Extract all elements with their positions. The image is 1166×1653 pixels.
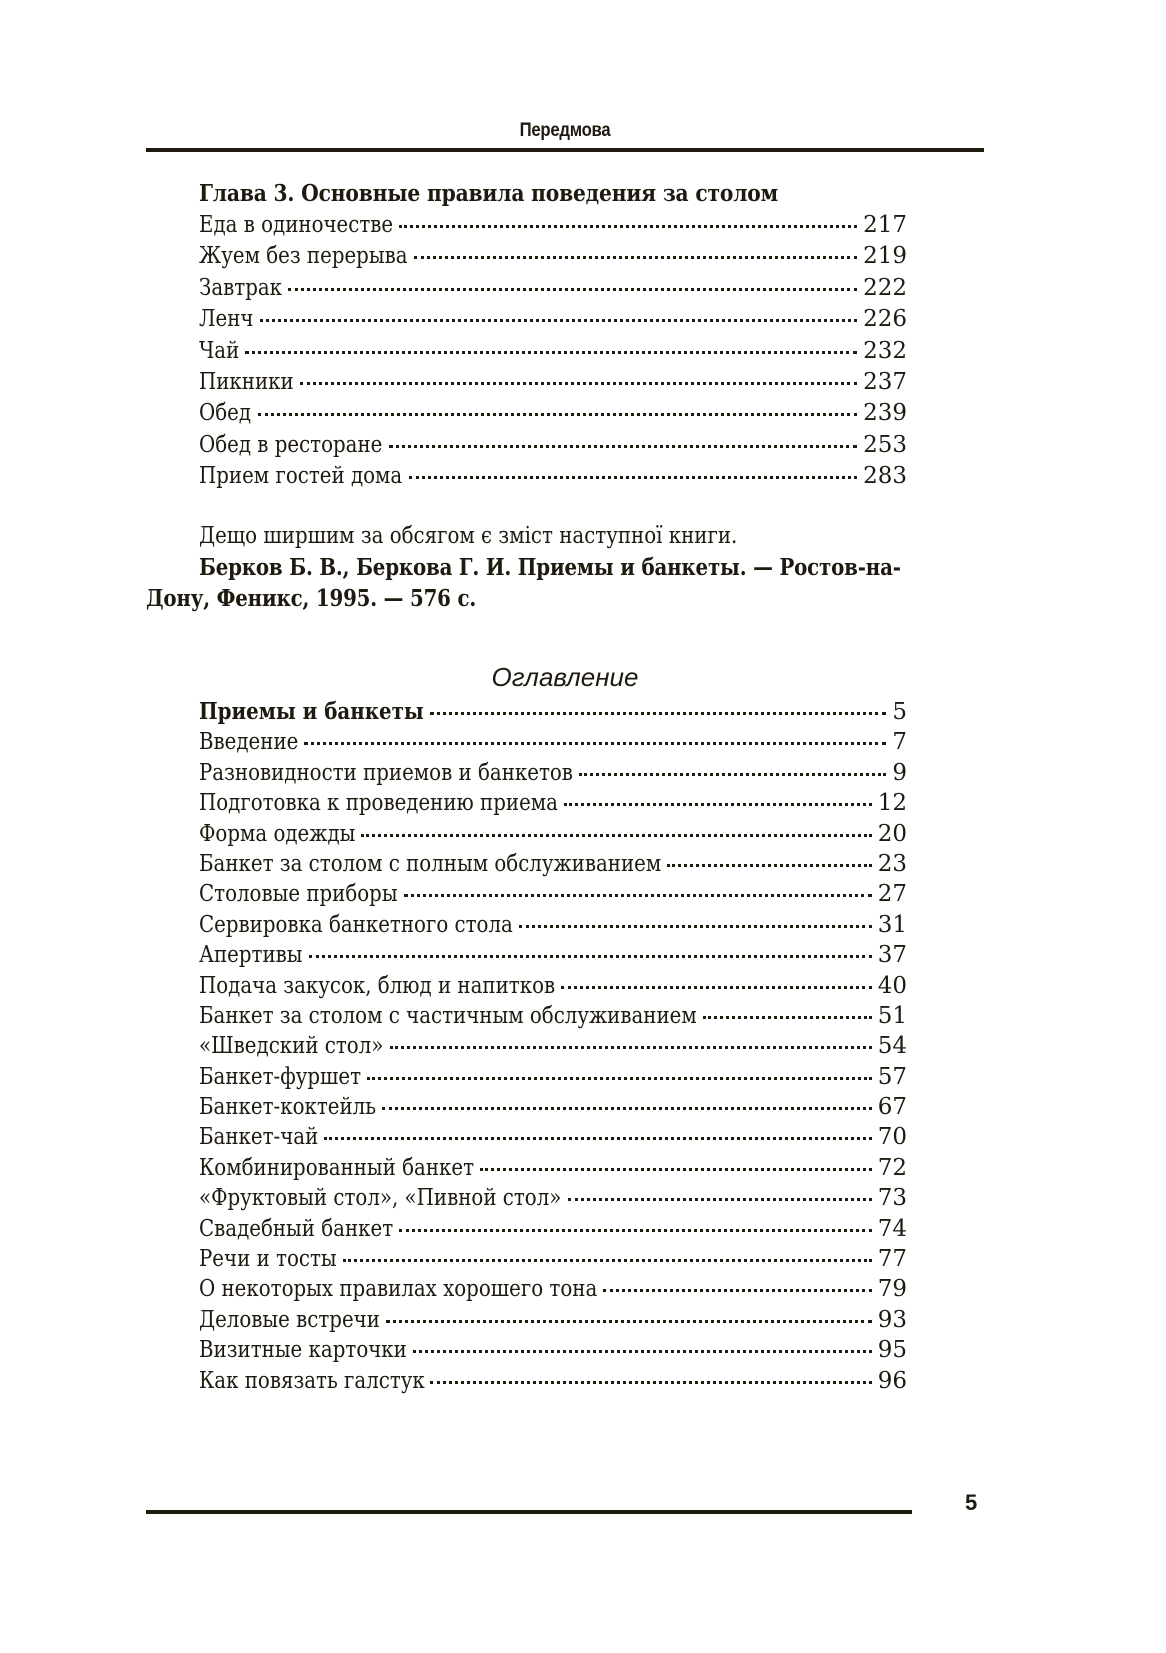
toc-entry [199,696,907,726]
dot-leader [430,1365,871,1388]
toc-entry-page: 232 [863,337,907,364]
toc-entry-label: Речи и тосты [199,1246,337,1273]
toc-entry-label: Завтрак [199,274,283,301]
toc-entry [199,1030,907,1060]
dot-leader [399,1213,872,1236]
dot-leader [568,1182,872,1205]
toc-entry [199,818,907,848]
dot-leader [361,818,872,841]
toc-entry-page: 12 [877,790,907,817]
toc-entry-label: Подготовка к проведению приема [199,790,558,817]
toc-entry-label: Деловые встречи [199,1306,380,1333]
toc-entry-label: Банкет за столом с частичным обслуживанием [199,1002,697,1029]
toc-entry [199,240,907,271]
toc-entry-page: 219 [863,243,907,270]
page-number: 5 [965,1490,978,1515]
toc-entry-label: Столовые приборы [199,881,398,908]
dot-leader [260,303,857,326]
toc-entry-label: Банкет-коктейль [199,1094,377,1121]
toc-entry [199,787,907,817]
dot-leader [430,696,886,719]
toc-entry [199,1121,907,1151]
toc-entry [199,1061,907,1091]
dot-leader [399,209,857,232]
dot-leader [382,1091,872,1114]
toc-entry-page: 237 [863,368,907,395]
toc-entry [199,1273,907,1303]
toc-entry [199,1000,907,1030]
toc-entry [199,1365,907,1395]
toc-entry-page: 23 [877,850,907,877]
toc-entry-page: 74 [877,1215,907,1242]
dot-leader [288,272,858,295]
toc-entry-label: Приемы и банкеты [199,698,424,725]
contents-toc [199,696,907,1395]
toc-entry-page: 70 [877,1124,907,1151]
toc-entry [199,1213,907,1243]
toc-entry-page: 222 [863,274,907,301]
dot-leader [367,1061,871,1084]
toc-entry-label: Жуем без перерыва [199,243,408,270]
toc-entry-label: Подача закусок, блюд и напитков [199,972,556,999]
toc-entry-label: Банкет-фуршет [199,1063,362,1090]
dot-leader [480,1152,872,1175]
toc-entry-page: 73 [877,1185,907,1212]
toc-entry [199,303,907,334]
toc-entry [199,757,907,787]
toc-entry [199,1091,907,1121]
dot-leader [258,397,858,420]
toc-entry-page: 51 [877,1002,907,1029]
toc-entry-label: Банкет-чай [199,1124,319,1151]
toc-entry-label: Визитные карточки [199,1337,407,1364]
toc-entry [199,1304,907,1334]
toc-entry-label: «Фруктовый стол», «Пивной стол» [199,1185,562,1212]
contents-title: Оглавление [491,662,639,692]
toc-entry-label: Апертивы [199,942,303,969]
dot-leader [304,726,887,749]
toc-entry-label: Ленч [199,306,254,333]
dot-leader [309,939,872,962]
toc-entry-page: 54 [877,1033,907,1060]
toc-entry [199,272,907,303]
dot-leader [519,909,872,932]
toc-entry-label: Банкет за столом с полным обслуживанием [199,850,662,877]
toc-entry-page: 253 [863,431,907,458]
dot-leader [343,1243,872,1266]
chapter3-toc [199,178,907,492]
toc-entry-label: Разновидности приемов и банкетов [199,759,573,786]
toc-entry [199,878,907,908]
toc-entry-label: Свадебный банкет [199,1215,394,1242]
toc-entry-label: Пикники [199,368,294,395]
toc-entry [199,726,907,756]
toc-entry [199,335,907,366]
dot-leader [703,1000,872,1023]
toc-entry-label: Введение [199,729,299,756]
toc-entry [199,460,907,491]
dot-leader [404,878,872,901]
toc-entry [199,939,907,969]
dot-leader [245,335,857,358]
toc-entry-label: Чай [199,337,240,364]
toc-entry-page: 93 [877,1306,907,1333]
toc-entry-label: Обед в ресторане [199,431,383,458]
dot-leader [413,1334,872,1357]
toc-entry-label: Сервировка банкетного стола [199,911,513,938]
toc-entry-label: Еда в одиночестве [199,212,394,238]
toc-entry-label: Комбинированный банкет [199,1154,475,1181]
dot-leader [667,848,872,871]
dot-leader [409,460,858,483]
toc-entry [199,209,907,240]
dot-leader [324,1121,872,1144]
toc-entry [199,1152,907,1182]
toc-entry-page: 27 [877,881,907,908]
dot-leader [389,429,858,452]
toc-entry-label: О некоторых правилах хорошего тона [199,1276,598,1303]
toc-entry-page: 79 [877,1276,907,1303]
dot-leader [564,787,871,810]
toc-entry-page: 20 [877,820,907,847]
dot-leader [390,1030,872,1053]
toc-entry-page: 72 [877,1154,907,1181]
toc-entry [199,1182,907,1212]
dot-leader [579,757,887,780]
toc-entry [199,848,907,878]
intro-paragraph: Дещо ширшим за обсягом є зміст наступної книги. [199,523,738,549]
footer-rule [146,1510,912,1514]
toc-entry-page: 57 [877,1063,907,1090]
toc-entry-page: 37 [877,942,907,969]
toc-entry-page: 239 [863,400,907,427]
toc-entry-page: 283 [863,463,907,490]
chapter3-title: Глава 3. Основные правила поведения за столом [199,180,779,207]
toc-entry-label: «Шведский стол» [199,1033,384,1060]
toc-entry-page: 31 [877,911,907,938]
toc-entry-label: Форма одежды [199,820,356,847]
toc-entry-label: Прием гостей дома [199,463,403,490]
toc-entry [199,397,907,428]
toc-entry [199,1334,907,1364]
toc-entry [199,429,907,460]
toc-entry-page: 226 [863,306,907,333]
citation-line-2: Дону, Феникс, 1995. — 576 с. [146,585,477,612]
toc-entry-page: 217 [863,212,907,238]
toc-entry-page: 77 [877,1246,907,1273]
toc-entry-page: 95 [877,1337,907,1364]
running-head-title: Передмова [519,120,611,141]
header-rule [146,148,984,152]
dot-leader [561,970,872,993]
dot-leader [414,240,857,263]
citation-line-1: Берков Б. В., Беркова Г. И. Приемы и банкеты. — Ростов-на- [199,554,901,581]
toc-entry-label: Обед [199,400,252,427]
toc-entry-page: 67 [877,1094,907,1121]
toc-entry [199,1243,907,1273]
toc-entry-label: Как повязать галстук [199,1367,425,1394]
toc-entry [199,366,907,397]
dot-leader [386,1304,871,1327]
toc-entry [199,909,907,939]
toc-entry-page: 7 [892,729,907,756]
toc-entry-page: 40 [877,972,907,999]
toc-entry-page: 5 [892,699,907,725]
dot-leader [603,1273,871,1296]
toc-entry-page: 96 [877,1367,907,1394]
dot-leader [300,366,857,389]
toc-entry [199,970,907,1000]
toc-entry-page: 9 [892,759,907,786]
